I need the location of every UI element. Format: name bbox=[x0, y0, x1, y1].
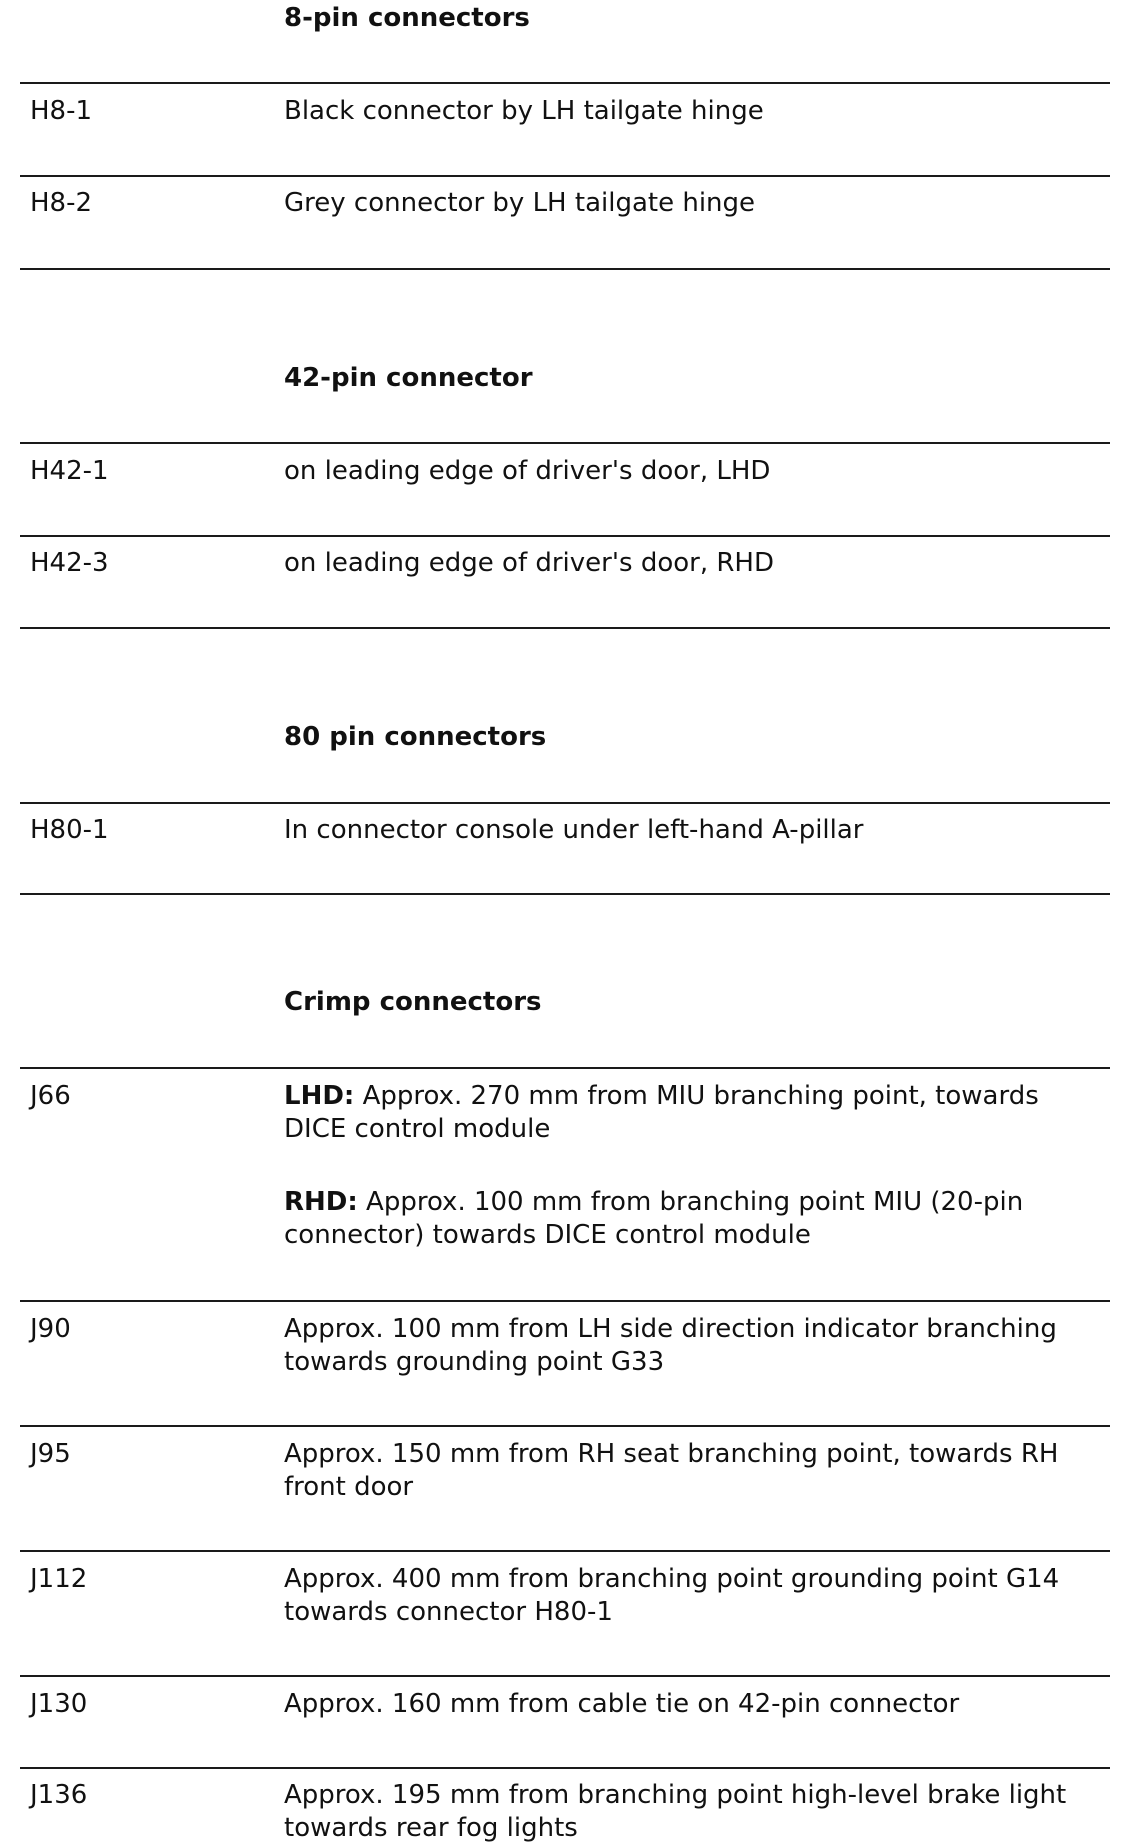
row-divider bbox=[20, 82, 1110, 84]
row-divider bbox=[20, 442, 1110, 444]
connector-description: Approx. 195 mm from branching point high-level brake light towards rear fog lights bbox=[284, 1780, 1067, 1843]
connector-code: J112 bbox=[30, 1564, 88, 1594]
connector-description: Approx. 150 mm from RH seat branching point, towards RH front door bbox=[284, 1439, 1059, 1502]
section-heading-80-pin: 80 pin connectors bbox=[284, 722, 547, 752]
connector-code: H42-1 bbox=[30, 456, 109, 486]
connector-description: Black connector by LH tailgate hinge bbox=[284, 96, 764, 126]
lhd-note bbox=[284, 1080, 1104, 1146]
rhd-text: Approx. 100 mm from branching point MIU (20-pin connector) towards DICE control module bbox=[284, 1187, 1024, 1250]
rhd-note bbox=[284, 1186, 1104, 1252]
row-divider bbox=[20, 1067, 1110, 1069]
section-heading-8-pin: 8-pin connectors bbox=[284, 3, 530, 33]
connector-code: H80-1 bbox=[30, 815, 109, 845]
connector-code: J95 bbox=[30, 1439, 71, 1469]
rhd-label: RHD: bbox=[284, 1187, 358, 1217]
connector-description: Approx. 100 mm from LH side direction indicator branching towards grounding point G33 bbox=[284, 1314, 1057, 1377]
connector-description: Approx. 160 mm from cable tie on 42-pin connector bbox=[284, 1689, 960, 1719]
lhd-text: Approx. 270 mm from MIU branching point, towards DICE control module bbox=[284, 1081, 1039, 1144]
section-end-divider bbox=[20, 893, 1110, 895]
connector-code: J136 bbox=[30, 1780, 88, 1810]
row-divider bbox=[20, 175, 1110, 177]
connector-description: Approx. 400 mm from branching point grounding point G14 towards connector H80-1 bbox=[284, 1564, 1060, 1627]
section-heading-crimp: Crimp connectors bbox=[284, 987, 542, 1017]
connector-code: J66 bbox=[30, 1081, 71, 1111]
row-divider bbox=[20, 1425, 1110, 1427]
section-end-divider bbox=[20, 627, 1110, 629]
lhd-label: LHD: bbox=[284, 1081, 355, 1111]
connector-description bbox=[284, 1080, 1104, 1252]
connector-description: Grey connector by LH tailgate hinge bbox=[284, 188, 756, 218]
connector-description: on leading edge of driver's door, RHD bbox=[284, 548, 774, 578]
section-end-divider bbox=[20, 268, 1110, 270]
row-divider bbox=[20, 1550, 1110, 1552]
connector-code: J90 bbox=[30, 1314, 71, 1344]
connector-description: In connector console under left-hand A-pillar bbox=[284, 815, 864, 845]
row-divider bbox=[20, 802, 1110, 804]
row-divider bbox=[20, 1675, 1110, 1677]
connector-code: H8-1 bbox=[30, 96, 93, 126]
connector-code: H42-3 bbox=[30, 548, 109, 578]
row-divider bbox=[20, 535, 1110, 537]
section-heading-42-pin: 42-pin connector bbox=[284, 363, 533, 393]
connector-code: H8-2 bbox=[30, 188, 93, 218]
connector-description: on leading edge of driver's door, LHD bbox=[284, 456, 771, 486]
row-divider bbox=[20, 1767, 1110, 1769]
connector-code: J130 bbox=[30, 1689, 88, 1719]
row-divider bbox=[20, 1300, 1110, 1302]
